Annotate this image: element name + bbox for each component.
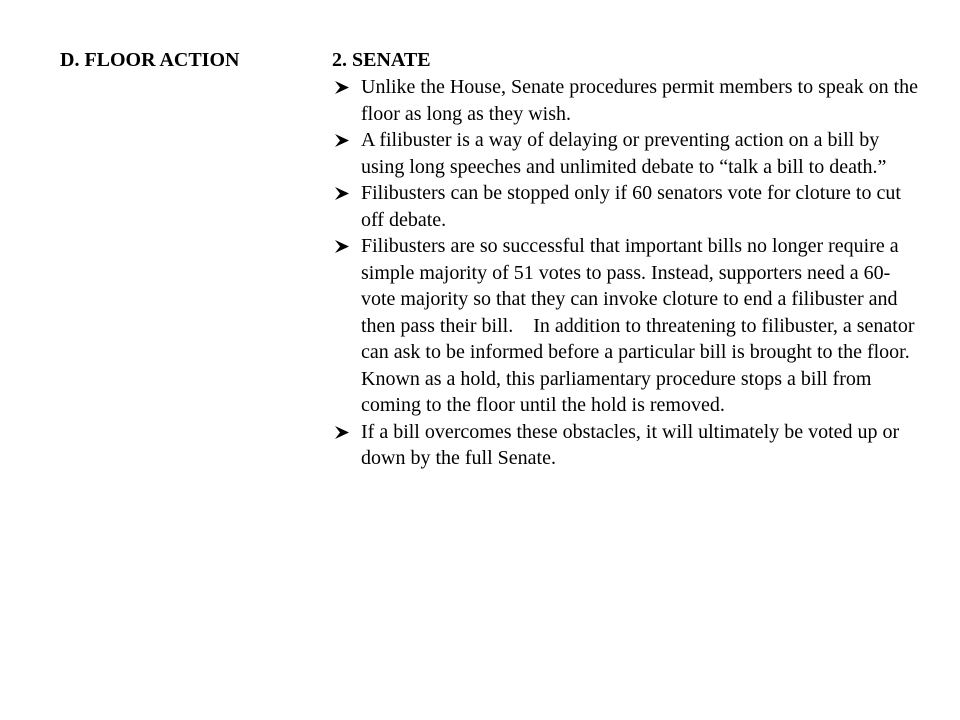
bullet-item [332,419,922,472]
left-heading: D. FLOOR ACTION [60,49,240,71]
section-title: 2. SENATE [332,49,431,71]
bullet-list [332,74,922,472]
bullet-text: Filibusters can be stopped only if 60 senators vote for cloture to cut off debate. [361,182,901,231]
senate-section [332,46,922,472]
arrowhead-bullet-icon [335,240,349,253]
bullet-item [332,127,922,180]
bullet-item [332,74,922,127]
arrowhead-bullet-icon [335,134,349,147]
bullet-text: Unlike the House, Senate procedures permit members to speak on the floor as long as they wish. [361,76,919,125]
arrowhead-bullet-icon [335,81,349,94]
bullet-item [332,180,922,233]
bullet-text: A filibuster is a way of delaying or preventing action on a bill by using long speeches and unlimited debate to “talk a bill to death.” [361,129,887,178]
arrowhead-bullet-icon [335,426,349,439]
bullet-item [332,233,922,419]
bullet-text: Filibusters are so successful that important bills no longer require a simple majority of 51 votes to pass. Instead, supporters need a 60-vote majority so that they can invoke cloture to end a filibuster and then pass their bill. In addition to threatening to filibuster, a senator can ask to be informed before a particular bill is brought to the floor. Known as a hold, this parliamentary procedure stops a bill from coming to the floor until the hold is removed. [361,235,920,416]
arrowhead-bullet-icon [335,187,349,200]
bullet-text: If a bill overcomes these obstacles, it will ultimately be voted up or down by the full Senate. [361,420,900,469]
